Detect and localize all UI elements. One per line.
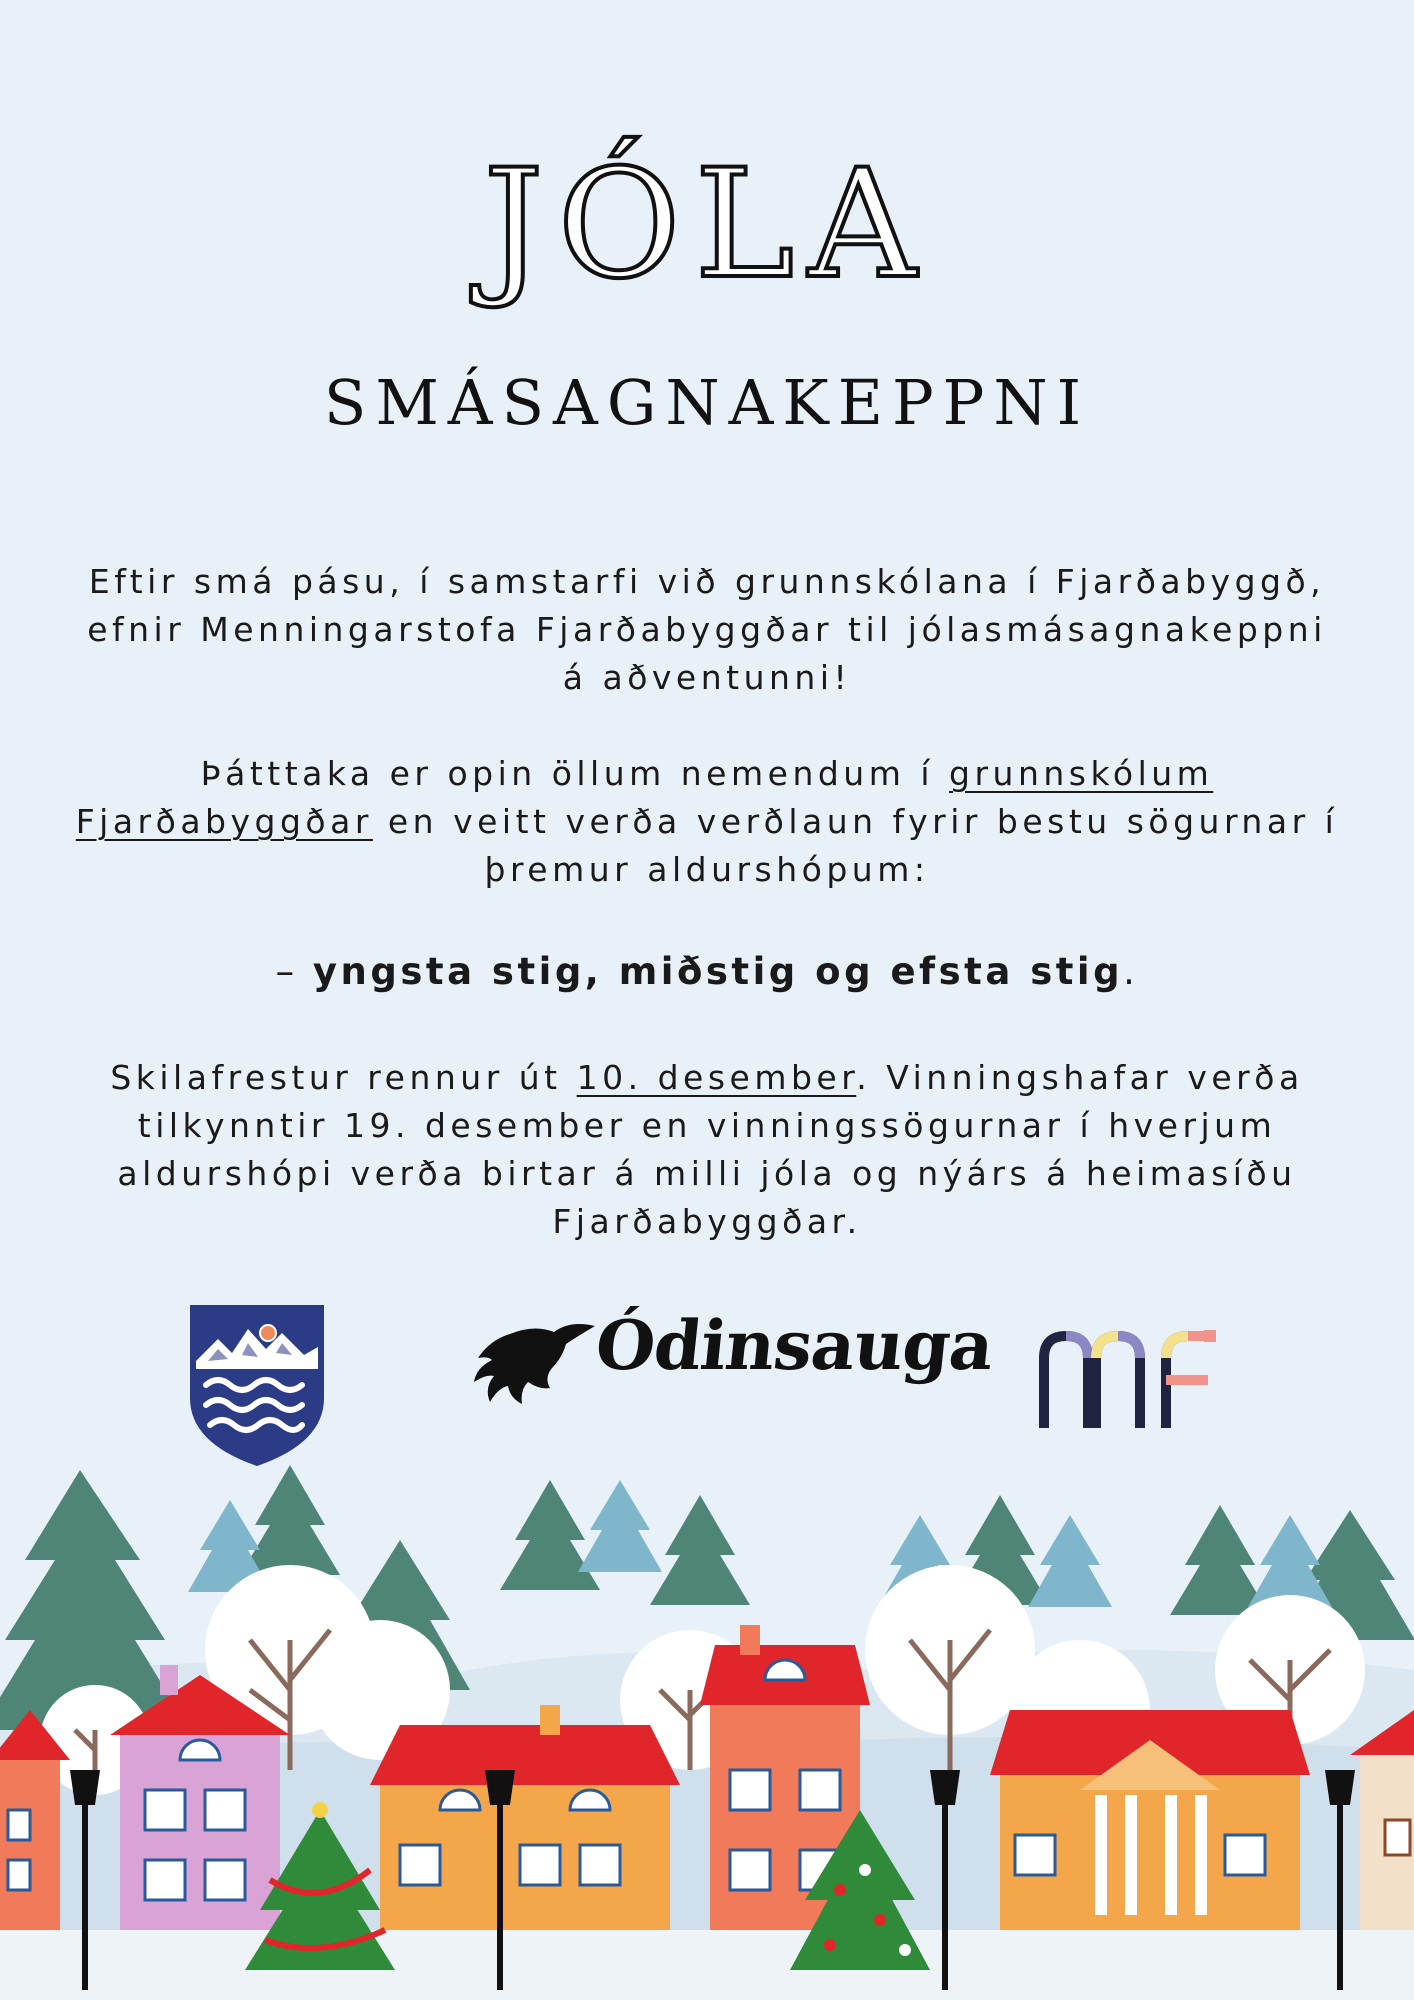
house-orange-columns <box>990 1710 1310 1930</box>
menningarstofa-logo <box>1036 1328 1236 1428</box>
dash: – <box>275 950 313 993</box>
house-orange-red-roof <box>370 1705 680 1930</box>
intro-line: Eftir smá pásu, í samstarfi við grunnskólana í Fjarðabyggð, <box>88 562 1326 601</box>
deadline-text: Skilafrestur rennur út <box>110 1058 577 1097</box>
intro-line: efnir Menningarstofa Fjarðabyggðar til jólasmásagnakeppni <box>87 610 1327 649</box>
deadline-line <box>60 1054 1354 1102</box>
deadline-line: tilkynntir 19. desember en vinningssögurnar í hverjum <box>137 1106 1277 1145</box>
winter-village-illustration <box>0 1440 1414 2000</box>
deadline-line: aldurshópi verða birtar á milli jóla og nýárs á heimasíðu <box>117 1154 1297 1193</box>
participation-text: Þátttaka er opin öllum nemendum í <box>200 754 950 793</box>
schools-link[interactable]: grunnskólum <box>949 754 1214 793</box>
participation-line <box>60 798 1354 846</box>
poster-title: JÓLA <box>483 138 931 312</box>
participation-text: en veitt verða verðlaun fyrir bestu sögurnar í <box>372 802 1339 841</box>
deadline-date-link[interactable]: 10. desember <box>576 1058 857 1097</box>
participation-line <box>60 750 1354 798</box>
schools-link-continued[interactable]: Fjarðabyggðar <box>75 802 373 841</box>
participation-paragraph <box>60 750 1354 894</box>
deadline-text: . Vinningshafar verða <box>856 1058 1304 1097</box>
poster-subtitle: SMÁSAGNAKEPPNI <box>323 366 1091 439</box>
raven-icon <box>470 1318 600 1408</box>
intro-line: á aðventunni! <box>562 658 852 697</box>
light-pine-tree-icon <box>188 1480 1332 1607</box>
intro-paragraph <box>60 558 1354 702</box>
age-groups-bold: yngsta stig, miðstig og efsta stig <box>312 950 1124 993</box>
deadline-paragraph <box>60 1054 1354 1246</box>
participation-line: þremur aldurshópum: <box>484 850 930 889</box>
age-groups <box>60 948 1354 996</box>
period: . <box>1123 950 1139 993</box>
deadline-line: Fjarðabyggðar. <box>552 1202 862 1241</box>
odinsauga-logo-text: Ódinsauga <box>591 1306 997 1386</box>
